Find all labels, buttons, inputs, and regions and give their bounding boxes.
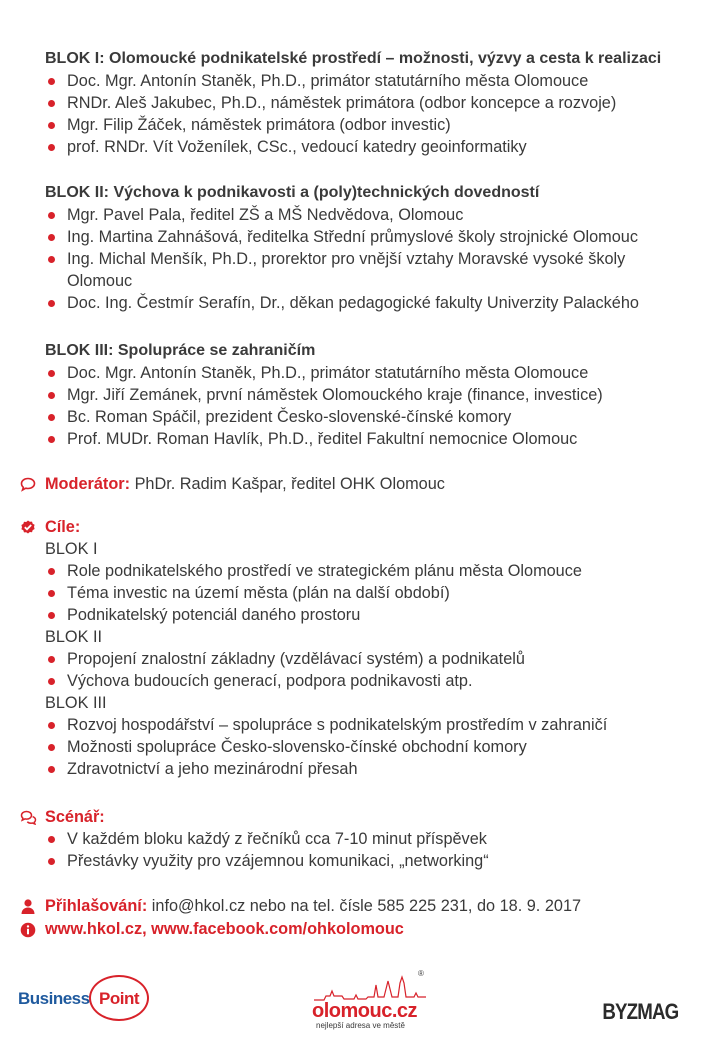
list-item: Téma investic na území města (plán na další období) — [45, 582, 687, 604]
goals-group-1-name: BLOK I — [45, 540, 98, 558]
list-item: Zdravotnictví a jeho mezinárodní přesah — [45, 758, 687, 780]
olomouc-logo — [312, 969, 428, 1031]
list-item: RNDr. Aleš Jakubec, Ph.D., náměstek primátora (odbor koncepce a rozvoje) — [45, 92, 687, 114]
olomouc-tagline: nejlepší adresa ve městě — [316, 1021, 405, 1030]
block-3 — [45, 340, 687, 450]
facebook-link[interactable]: www.facebook.com/ohkolomouc — [151, 920, 404, 938]
olomouc-registered-mark: ® — [418, 969, 424, 978]
list-item: Doc. Mgr. Antonín Staněk, Ph.D., primátor statutárního města Olomouce — [45, 362, 687, 384]
olomouc-wordmark: olomouc.cz — [312, 1000, 418, 1022]
olomouc-skyline-icon — [314, 975, 426, 1003]
block-2 — [45, 182, 687, 314]
partner-logos — [0, 965, 709, 1035]
list-item: Bc. Roman Spáčil, prezident Česko-slovenské-čínské komory — [45, 406, 687, 428]
block-1-title: BLOK I: Olomoucké podnikatelské prostředí – možnosti, výzvy a cesta k realizaci — [45, 50, 662, 67]
list-item: Ing. Martina Zahnášová, ředitelka Střední průmyslové školy strojnické Olomouc — [45, 226, 687, 248]
web-link[interactable]: www.hkol.cz — [45, 920, 143, 938]
goals-group-3 — [45, 714, 687, 780]
list-item: Rozvoj hospodářství – spolupráce s podnikatelským prostředím v zahraničí — [45, 714, 687, 736]
block-2-title: BLOK II: Výchova k podnikavosti a (poly)technických dovedností — [45, 184, 540, 201]
list-item: Propojení znalostní základny (vzdělávací systém) a podnikatelů — [45, 648, 687, 670]
user-icon — [20, 899, 36, 914]
moderator-label: Moderátor: — [45, 475, 131, 493]
registration-row — [45, 895, 687, 917]
block-3-title: BLOK III: Spolupráce se zahraničím — [45, 342, 316, 359]
chat-bubbles-icon — [20, 810, 36, 825]
goals-label: Cíle: — [45, 518, 81, 536]
scenario-heading — [45, 806, 687, 828]
business-point-text-b: Point — [99, 989, 139, 1008]
list-item: prof. RNDr. Vít Voženílek, CSc., vedoucí katedry geoinformatiky — [45, 136, 687, 158]
list-item: Doc. Mgr. Antonín Staněk, Ph.D., primátor statutárního města Olomouce — [45, 70, 687, 92]
info-icon — [20, 922, 36, 937]
byzmag-logo: BYZMAG — [602, 999, 678, 1024]
registration-label: Přihlašování: — [45, 897, 148, 915]
goals-group-2-name: BLOK II — [45, 628, 103, 646]
list-item: Podnikatelský potenciál daného prostoru — [45, 604, 687, 626]
list-item: Přestávky využity pro vzájemnou komunikaci, „networking“ — [45, 850, 687, 872]
block-1 — [45, 48, 687, 158]
goals-heading — [45, 516, 687, 538]
block-1-speakers — [45, 70, 687, 158]
goals-group-2 — [45, 648, 687, 692]
speech-bubble-icon — [20, 477, 36, 492]
goals-group-3-name: BLOK III — [45, 694, 107, 712]
scenario-section — [45, 806, 687, 872]
list-item: Prof. MUDr. Roman Havlík, Ph.D., ředitel Fakultní nemocnice Olomouc — [45, 428, 687, 450]
business-point-logo — [18, 975, 158, 1021]
list-item: Možnosti spolupráce Česko-slovensko-čínské obchodní komory — [45, 736, 687, 758]
goals-section — [45, 516, 687, 780]
scenario-label: Scénář: — [45, 808, 105, 826]
scenario-list — [45, 828, 687, 872]
list-item: Role podnikatelského prostředí ve strategickém plánu města Olomouce — [45, 560, 687, 582]
registration-text: info@hkol.cz nebo na tel. čísle 585 225 231, do 18. 9. 2017 — [151, 897, 582, 915]
list-item: Doc. Ing. Čestmír Serafín, Dr., děkan pedagogické fakulty Univerzity Palackého — [45, 292, 687, 314]
list-item: V každém bloku každý z řečníků cca 7-10 minut příspěvek — [45, 828, 687, 850]
block-2-speakers — [45, 204, 687, 314]
list-item: Výchova budoucích generací, podpora podnikavosti atp. — [45, 670, 687, 692]
links-separator: , — [142, 920, 152, 938]
moderator-text: PhDr. Radim Kašpar, ředitel OHK Olomouc — [134, 475, 445, 493]
check-badge-icon — [20, 520, 36, 535]
business-point-text-a: Business — [18, 989, 90, 1008]
links-row — [45, 918, 687, 940]
goals-group-1 — [45, 560, 687, 626]
list-item: Ing. Michal Menšík, Ph.D., prorektor pro vnější vztahy Moravské vysoké školy Olomouc — [45, 248, 687, 292]
list-item: Mgr. Filip Žáček, náměstek primátora (odbor investic) — [45, 114, 687, 136]
block-3-speakers — [45, 362, 687, 450]
list-item: Mgr. Pavel Pala, ředitel ZŠ a MŠ Nedvědova, Olomouc — [45, 204, 687, 226]
list-item: Mgr. Jiří Zemánek, první náměstek Olomouckého kraje (finance, investice) — [45, 384, 687, 406]
moderator-row — [45, 473, 687, 495]
